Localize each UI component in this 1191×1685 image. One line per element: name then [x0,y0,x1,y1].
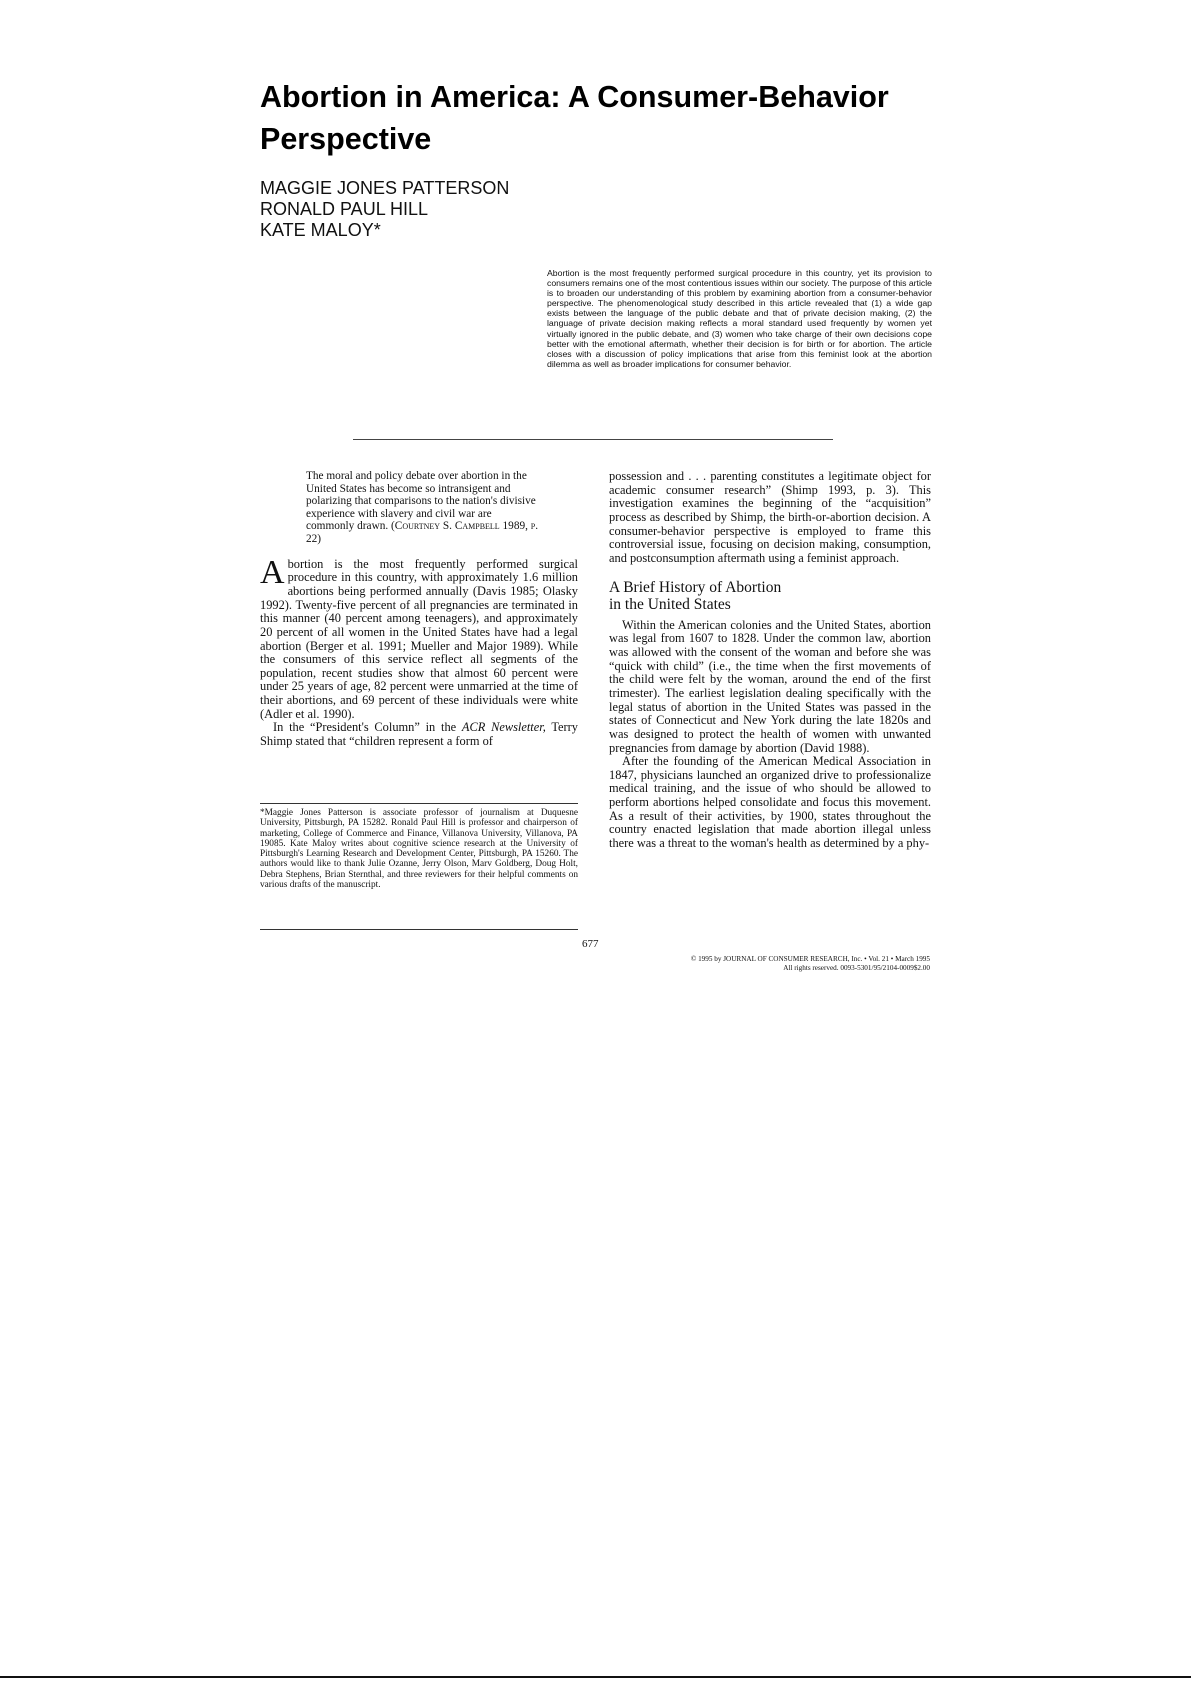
body-paragraph: After the founding of the American Medical Association in 1847, physicians launched an organized drive to professionalize medical training, and the issue of who should be allowed to perform abortions helped consolidate and focus this movement. As a result of their activities, by 1900, states throughout the country enacted legislation that made abortion illegal unless there was a threat to the woman's health as determined by a phy- [609,754,931,851]
footnote-bottom-divider [260,929,578,930]
left-column [260,470,578,749]
author-list [260,178,660,241]
copyright-line: All rights reserved. 0093-5301/95/2104-0009$2.00 [783,964,930,972]
author-name: MAGGIE JONES PATTERSON [260,178,510,198]
drop-cap: A [260,553,285,591]
paragraph-text: Terry Shimp stated that “children represent a form of [260,720,578,749]
copyright-notice [600,955,930,973]
epigraph [306,470,542,546]
paragraph-text: bortion is the most frequently performed surgical procedure in this country, with approximately 1.6 million abortions being performed annually (Davis 1985; Olasky 1992). Twenty-five percent of all pregnancies are terminated in this manner (40 percent among teenagers), and approximately 20 percent of all women in the United States have had a legal abortion (Berger et al. 1991; Mueller and Major 1989). While the consumers of this service reflect all segments of the population, recent studies show that almost 60 percent were under 25 years of age, 82 percent were unmarried at the time of their abortions, and 69 percent of these individuals were white (Adler et al. 1990). [260,556,578,721]
copyright-line: © 1995 by JOURNAL OF CONSUMER RESEARCH, Inc. • Vol. 21 • March 1995 [690,955,930,963]
body-paragraph [260,721,578,748]
abstract: Abortion is the most frequently performed surgical procedure in this country, yet its provision to consumers remains one of the most contentious issues within our society. The purpose of this article is to broaden our understanding of this problem by examining abortion from a consumer-behavior perspective. The phenomenological study described in this article revealed that (1) a wide gap exists between the language of the public debate and that of private decision making, (2) the language of private decision making reflects a moral standard used frequently by women yet virtually ignored in the public debate, and (3) women who take charge of their own decisions cope better with the emotional aftermath, whether their decision is for birth or for abortion. The article closes with a discussion of policy implications that arise from this feminist look at the abortion dilemma as well as broader implications for consumer behavior. [547,268,933,369]
section-heading-line: in the United States [609,595,731,613]
body-paragraph [260,553,578,722]
section-heading-line: A Brief History of Abortion [609,578,782,596]
epigraph-quote: The moral and policy debate over abortion in the United States has become so intransigent and polarizing that comparisons to the nation's divisive experience with slavery and civil war are commonly drawn. [306,470,536,533]
epigraph-attribution: (Courtney S. Campbell 1989, p. 22) [306,520,539,545]
author-name: KATE MALOY* [260,220,381,240]
right-column [609,470,931,851]
footnote-divider [260,803,578,804]
body-paragraph: Within the American colonies and the United States, abortion was legal from 1607 to 1828. Under the common law, abortion was allowed with the consent of the woman and before she was “quick with child” (i.e., the time when the first movements of the child were felt by the woman, around the end of the first trimester). The earliest legislation dealing specifically with the legal status of abortion in the United States was passed in the states of Connecticut and New York during the late 1820s and was designed to protect the health of women with unwanted pregnancies from damage by abortion (David 1988). [609,617,931,755]
paragraph-text: In the “President's Column” in the [273,720,462,735]
author-name: RONALD PAUL HILL [260,199,429,219]
scan-edge-bar [0,1676,1191,1678]
abstract-divider [353,439,833,440]
body-paragraph: possession and . . . parenting constitutes a legitimate object for academic consumer research” (Shimp 1993, p. 3). This investigation examines the beginning of the “acquisition” process as described by Shimp, the birth-or-abortion decision. A consumer-behavior perspective is employed to frame this controversial issue, focusing on decision making, consumption, and postconsumption aftermath using a feminist approach. [609,469,931,565]
section-heading [609,579,931,613]
newsletter-title: ACR Newsletter, [461,720,546,735]
page-number: 677 [582,938,599,950]
author-footnote: *Maggie Jones Patterson is associate professor of journalism at Duquesne University, Pittsburgh, PA 15282. Ronald Paul Hill is professor and chairperson of marketing, College of Commerce and Finance, Villanova University, Villanova, PA 19085. Kate Maloy writes about cognitive science research at the University of Pittsburgh's Learning Research and Development Center, Pittsburgh, PA 15260. The authors would like to thank Julie Ozanne, Jerry Olson, Marv Goldberg, Doug Holt, Debra Stephens, Brian Sternthal, and three reviewers for their helpful comments on various drafts of the manuscript. [260,808,578,891]
article-title: Abortion in America: A Consumer-Behavior Perspective [260,80,889,156]
